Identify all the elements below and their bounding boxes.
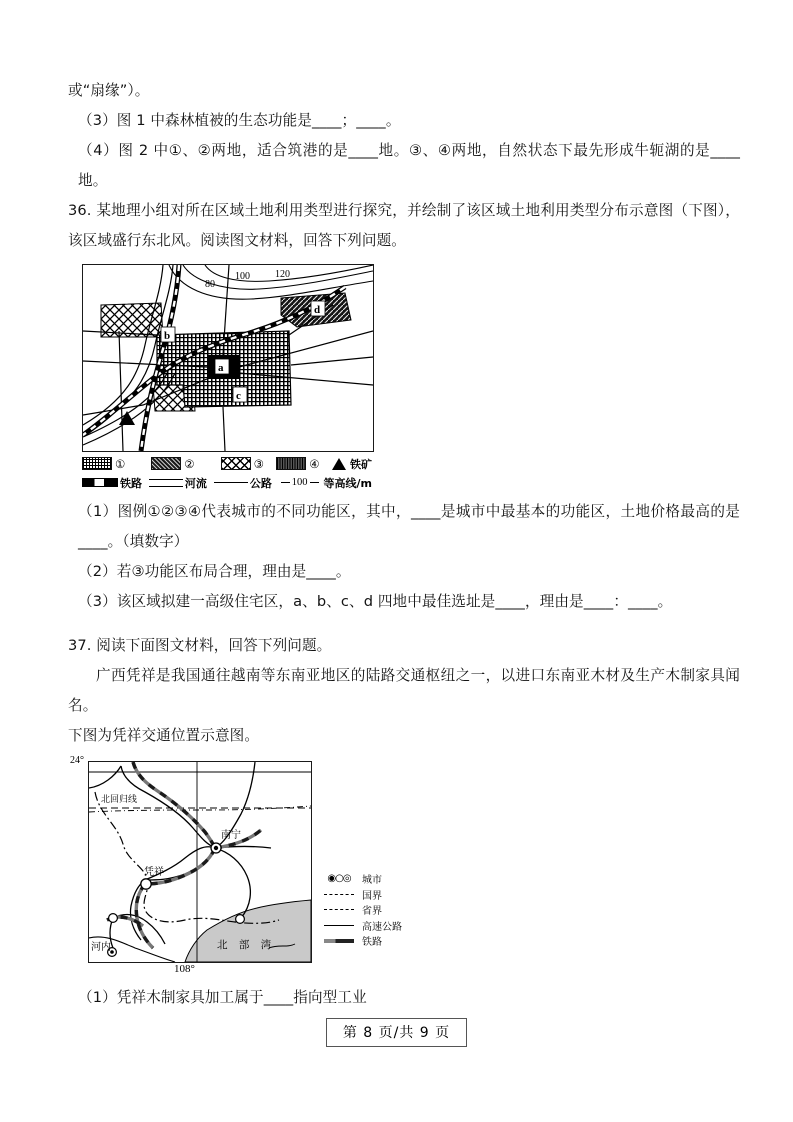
figure-2-legend-expressway: [322, 918, 442, 934]
question-35-part-3: （3）图 1 中森林植被的生态功能是____；____。: [78, 112, 401, 129]
figure-1-legend: [82, 455, 372, 491]
question-37-stem: 37. 阅读下面图文材料，回答下列问题。: [68, 637, 332, 654]
legend-contour: [279, 475, 372, 491]
provincial-border-line-icon: [322, 909, 356, 910]
contour-value: 100: [291, 477, 308, 488]
contour-label: 等高线/m: [323, 476, 372, 490]
svg-text:120: 120: [275, 269, 290, 280]
national-border-line-icon: [322, 894, 356, 895]
expressway-label: 高速公路: [362, 921, 402, 933]
figure-2-map-frame: [88, 761, 312, 963]
zone-1-label: ①: [115, 456, 126, 471]
svg-text:南宁: 南宁: [221, 830, 241, 841]
figure-1-legend-row-lines: [82, 474, 372, 491]
legend-iron-mine: [332, 456, 372, 472]
zone-4-swatch-icon: [276, 457, 306, 470]
iron-mine-triangle-icon: [332, 458, 346, 470]
zone-3-swatch-icon: [221, 457, 251, 470]
figure-1-legend-row-zones: [82, 455, 372, 472]
legend-zone-4: [276, 457, 321, 471]
zone-4-label: ④: [309, 456, 320, 471]
svg-text:北回归线: 北回归线: [101, 795, 138, 805]
figure-2-legend-provincial-border: [322, 902, 442, 918]
city-symbols-icon: ◉○◎: [327, 873, 351, 885]
svg-text:河内: 河内: [91, 942, 111, 953]
question-36-part-2: （2）若③功能区布局合理，理由是____。: [78, 563, 351, 580]
legend-railway: [82, 475, 142, 491]
figure-1-land-use-map: [82, 264, 374, 491]
paragraph-fragment-previous: 或“扇缘”）。: [68, 82, 150, 99]
svg-text:b: b: [164, 330, 171, 342]
iron-mine-label: 铁矿: [350, 457, 372, 471]
legend-zone-3: [221, 457, 266, 471]
figure-2-pingxiang-transport-map: [70, 755, 402, 975]
question-37-body-line-1: 广西凭祥是我国通往越南等东南亚地区的陆路交通枢纽之一，以进口东南亚木材及生产木制家具闻名。: [68, 667, 740, 714]
railway-line-icon-2: [322, 939, 356, 943]
figure-2-legend-national-border: [322, 887, 442, 903]
latitude-label-24: 24°: [70, 755, 84, 766]
svg-text:100: 100: [235, 271, 250, 282]
figure-1-map-frame: [82, 264, 374, 452]
legend-road: [214, 475, 272, 491]
river-line-icon: [149, 479, 183, 487]
page-number: 第 8 页/共 9 页: [326, 1018, 467, 1047]
legend-river: [149, 475, 207, 491]
railway-label: 铁路: [120, 476, 142, 490]
national-border-label: 国界: [362, 890, 382, 902]
provincial-border-label: 省界: [362, 906, 382, 918]
question-36-part-1: （1）图例①②③④代表城市的不同功能区，其中，____是城市中最基本的功能区，土地价格最高的是____。（填数字）: [78, 503, 740, 550]
legend-zone-2: [151, 457, 196, 471]
longitude-label-108: 108°: [174, 963, 195, 975]
railway-line-icon: [82, 478, 118, 487]
svg-text:凭祥: 凭祥: [144, 867, 164, 878]
river-label: 河流: [184, 476, 207, 490]
svg-text:北 部 湾: 北 部 湾: [217, 939, 276, 951]
road-line-icon: [214, 482, 248, 483]
railway-label-2: 铁路: [362, 937, 382, 949]
road-label: 公路: [249, 476, 272, 490]
question-36-stem: 36. 某地理小组对所在区域土地利用类型进行探究，并绘制了该区域土地利用类型分布示意图（下图），该区域盛行东北风。阅读图文材料，回答下列问题。: [68, 202, 740, 249]
svg-text:80: 80: [205, 279, 215, 290]
contour-line-icon: [279, 477, 321, 488]
zone-1-swatch-icon: [82, 457, 112, 470]
question-35-part-4: （4）图 2 中①、②两地，适合筑港的是____地。③、④两地，自然状态下最先形成牛轭湖的是____地。: [78, 142, 740, 189]
figure-2-legend-railway: [322, 933, 442, 949]
question-36-part-3: （3）该区域拟建一高级住宅区，a、b、c、d 四地中最佳选址是____，理由是____：____。: [78, 593, 673, 610]
zone-2-swatch-icon: [151, 457, 181, 470]
figure-2-legend: [322, 871, 442, 949]
figure-1-map-drawing: [83, 265, 373, 451]
figure-2-legend-city: [322, 871, 442, 887]
svg-text:c: c: [236, 390, 241, 402]
zone-2-label: ②: [184, 456, 195, 471]
page-footer: [0, 1018, 793, 1047]
question-37-body-line-2: 下图为凭祥交通位置示意图。: [68, 727, 260, 744]
city-legend-label: 城市: [362, 875, 382, 887]
expressway-line-icon: [322, 925, 356, 926]
legend-zone-1: [82, 457, 127, 471]
zone-3-label: ③: [253, 456, 264, 471]
question-37-part-1: （1）凭祥木制家具加工属于____指向型工业: [78, 989, 367, 1006]
figure-2-map-drawing: [89, 762, 311, 962]
svg-text:d: d: [314, 304, 321, 316]
page-content: [68, 76, 740, 1013]
svg-text:a: a: [218, 362, 224, 374]
